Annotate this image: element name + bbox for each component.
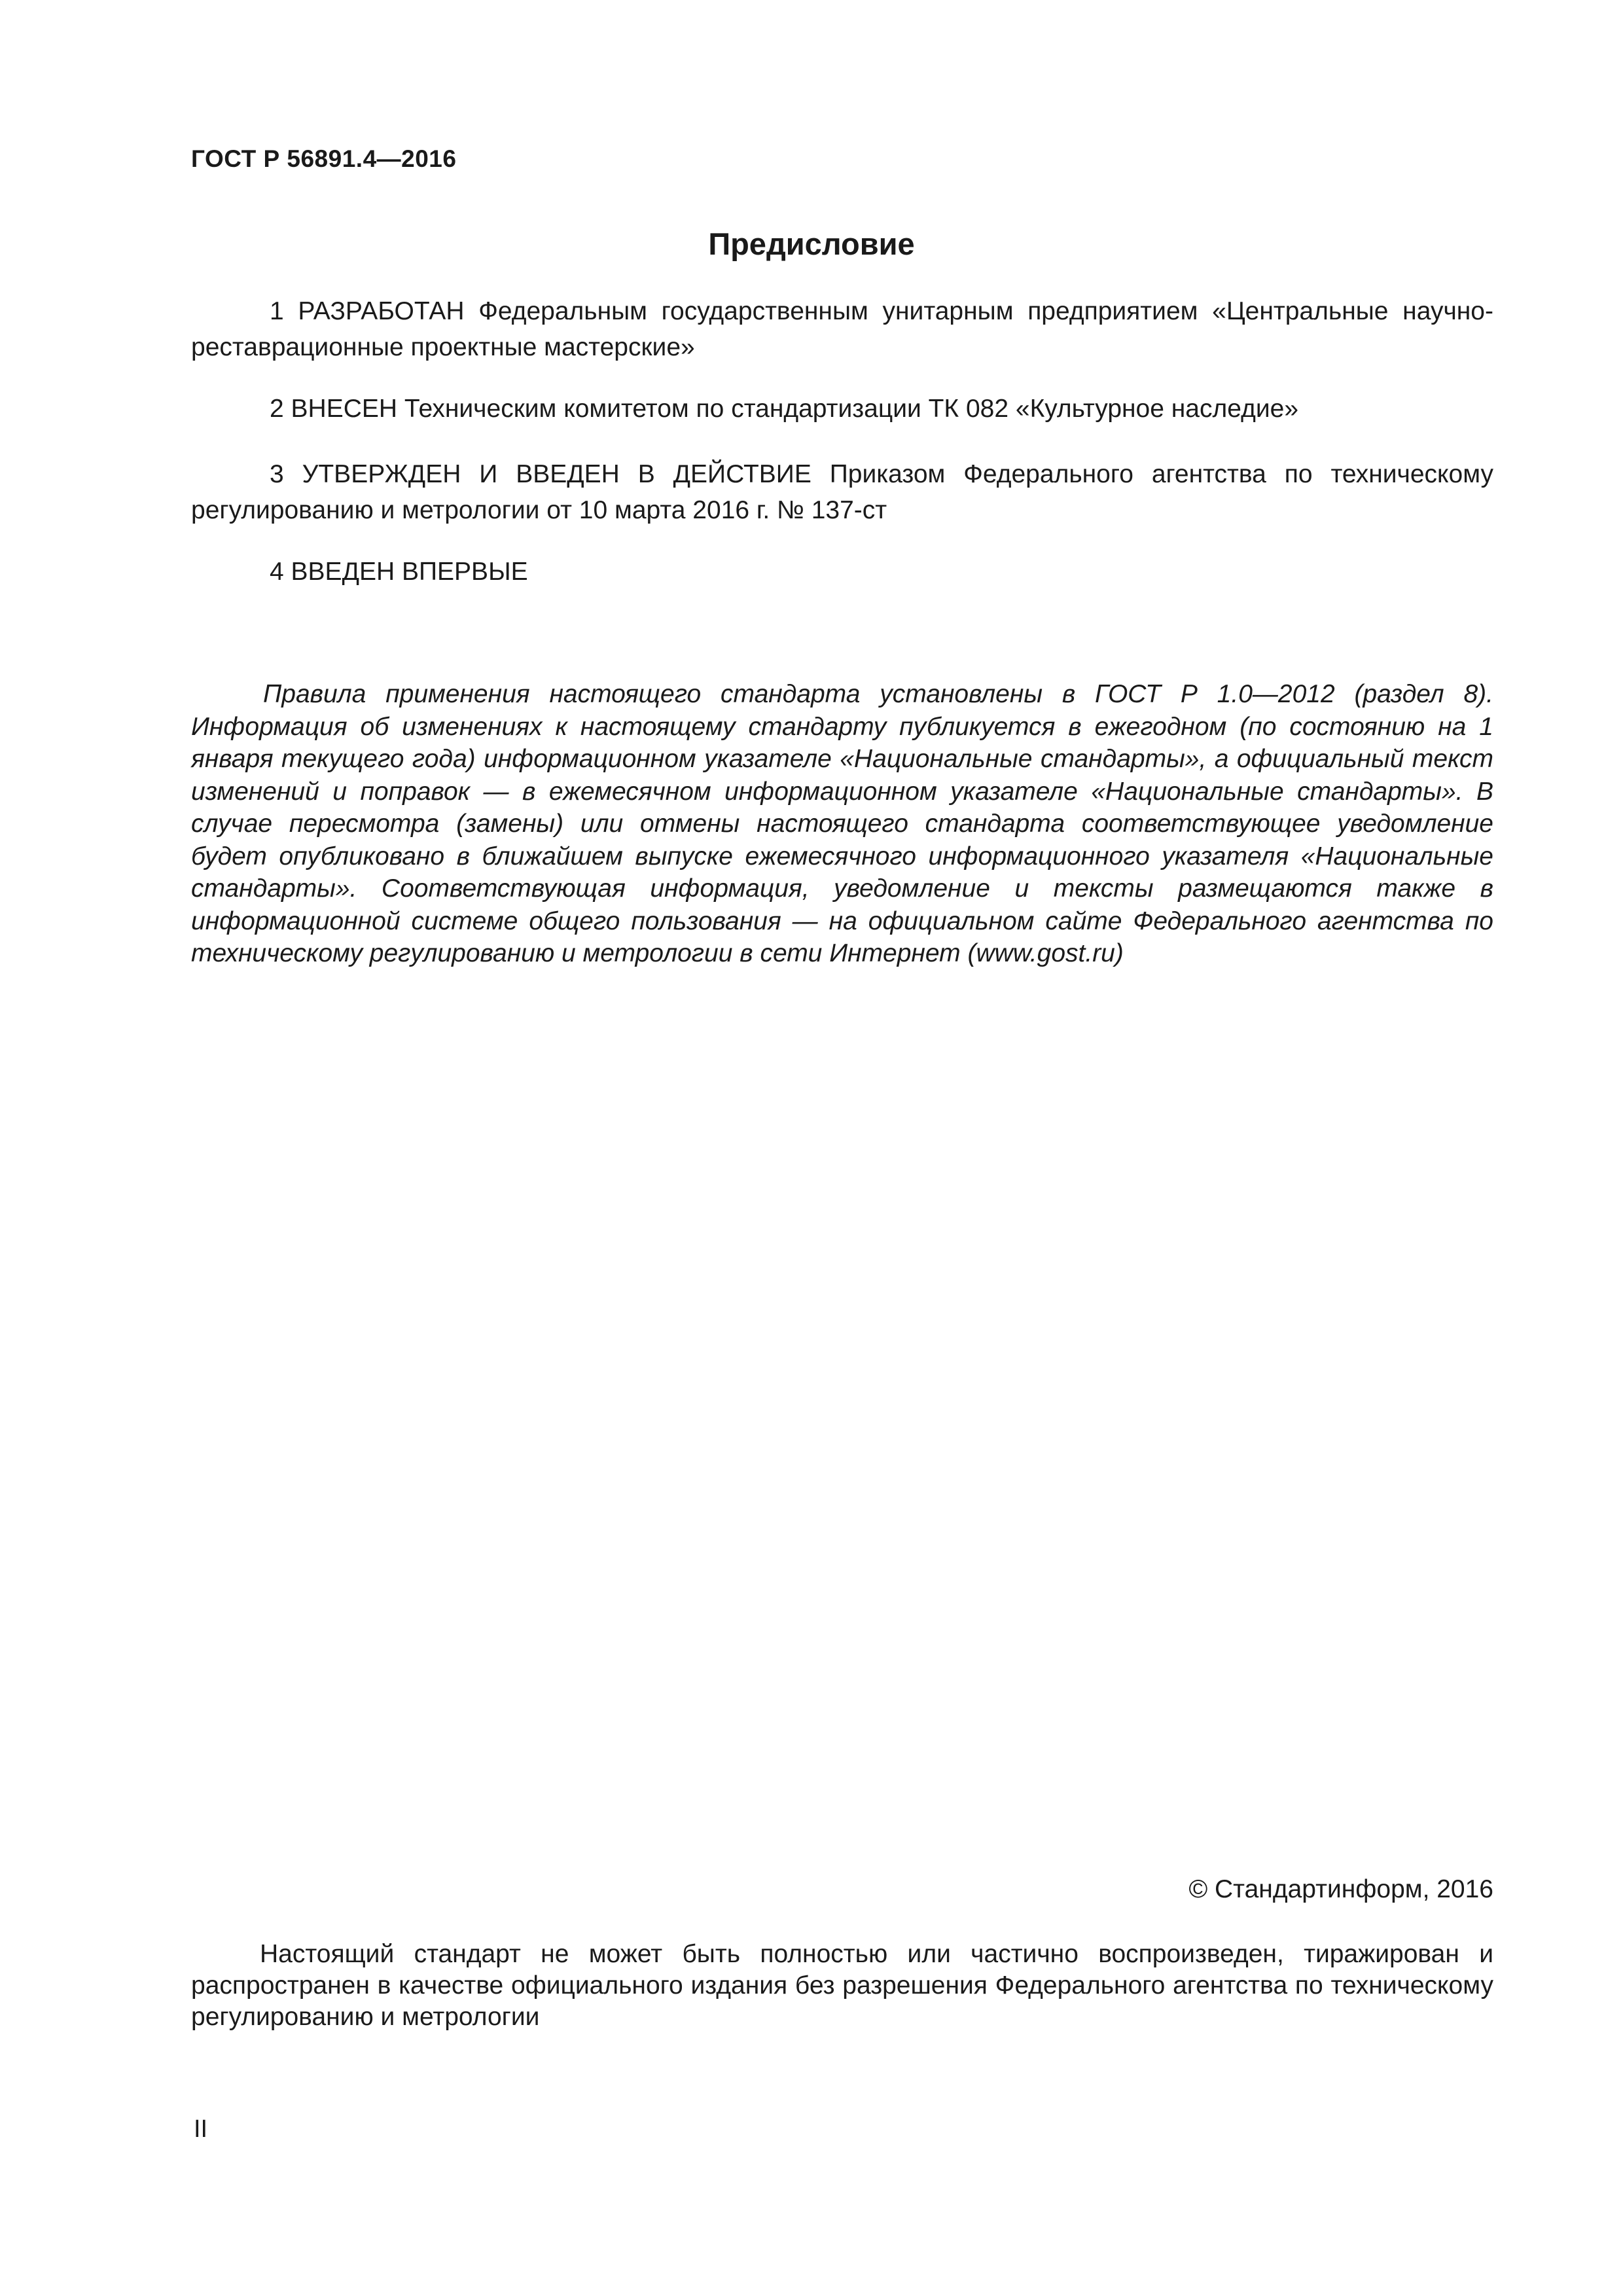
foreword-item-lead: 3 УТВЕРЖДЕН И ВВЕДЕН В ДЕЙСТВИЕ: [270, 460, 812, 488]
foreword-item-2: [191, 391, 1493, 427]
copyright: © Стандартинформ, 2016: [1188, 1875, 1493, 1903]
foreword-item-text: Федеральным государственным унитарным предприятием «Центральные научно-реставрационные проектные мастерские»: [191, 297, 1493, 361]
foreword-item-text: Техническим комитетом по стандартизации ТК 082 «Культурное наследие»: [397, 395, 1299, 423]
foreword-item-lead: 4 ВВЕДЕН ВПЕРВЫЕ: [270, 558, 528, 586]
foreword-item-4: [191, 554, 1493, 590]
page-number: II: [194, 2115, 208, 2143]
page-title: Предисловие: [708, 226, 915, 261]
foreword-item-text: Приказом Федерального агентства по техническому регулированию и метрологии от 10 марта 2016 г. № 137-ст: [191, 460, 1493, 524]
rules-notice: Правила применения настоящего стандарта установлены в ГОСТ Р 1.0—2012 (раздел 8). Информация об изменениях к настоящему стандарту публикуется в ежегодном (по состоянию на 1 января текущего года) информационном указателе «Национальные стандарты», а официальный текст изменений и поправок — в ежемесячном информационном указателе «Национальные стандарты». В случае пересмотра (замены) или отмены настоящего стандарта соответствующее уведомление будет опубликовано в ближайшем выпуске ежемесячного информационного указателя «Национальные стандарты». Соответствующая информация, уведомление и тексты размещаются также в информационной системе общего пользования — на официальном сайте Федерального агентства по техническому регулированию и метрологии в сети Интернет (www.gost.ru): [191, 680, 1493, 967]
foreword-item-1: [191, 293, 1493, 365]
document-code: ГОСТ Р 56891.4—2016: [191, 145, 457, 172]
foreword-item-lead: 1 РАЗРАБОТАН: [270, 297, 465, 325]
foreword-item-3: [191, 456, 1493, 528]
reproduction-notice: Настоящий стандарт не может быть полностью или частично воспроизведен, тиражирован и распространен в качестве официального издания без разрешения Федерального агентства по техническому регулированию и метрологии: [191, 1940, 1493, 2031]
foreword-item-lead: 2 ВНЕСЕН: [270, 395, 398, 423]
